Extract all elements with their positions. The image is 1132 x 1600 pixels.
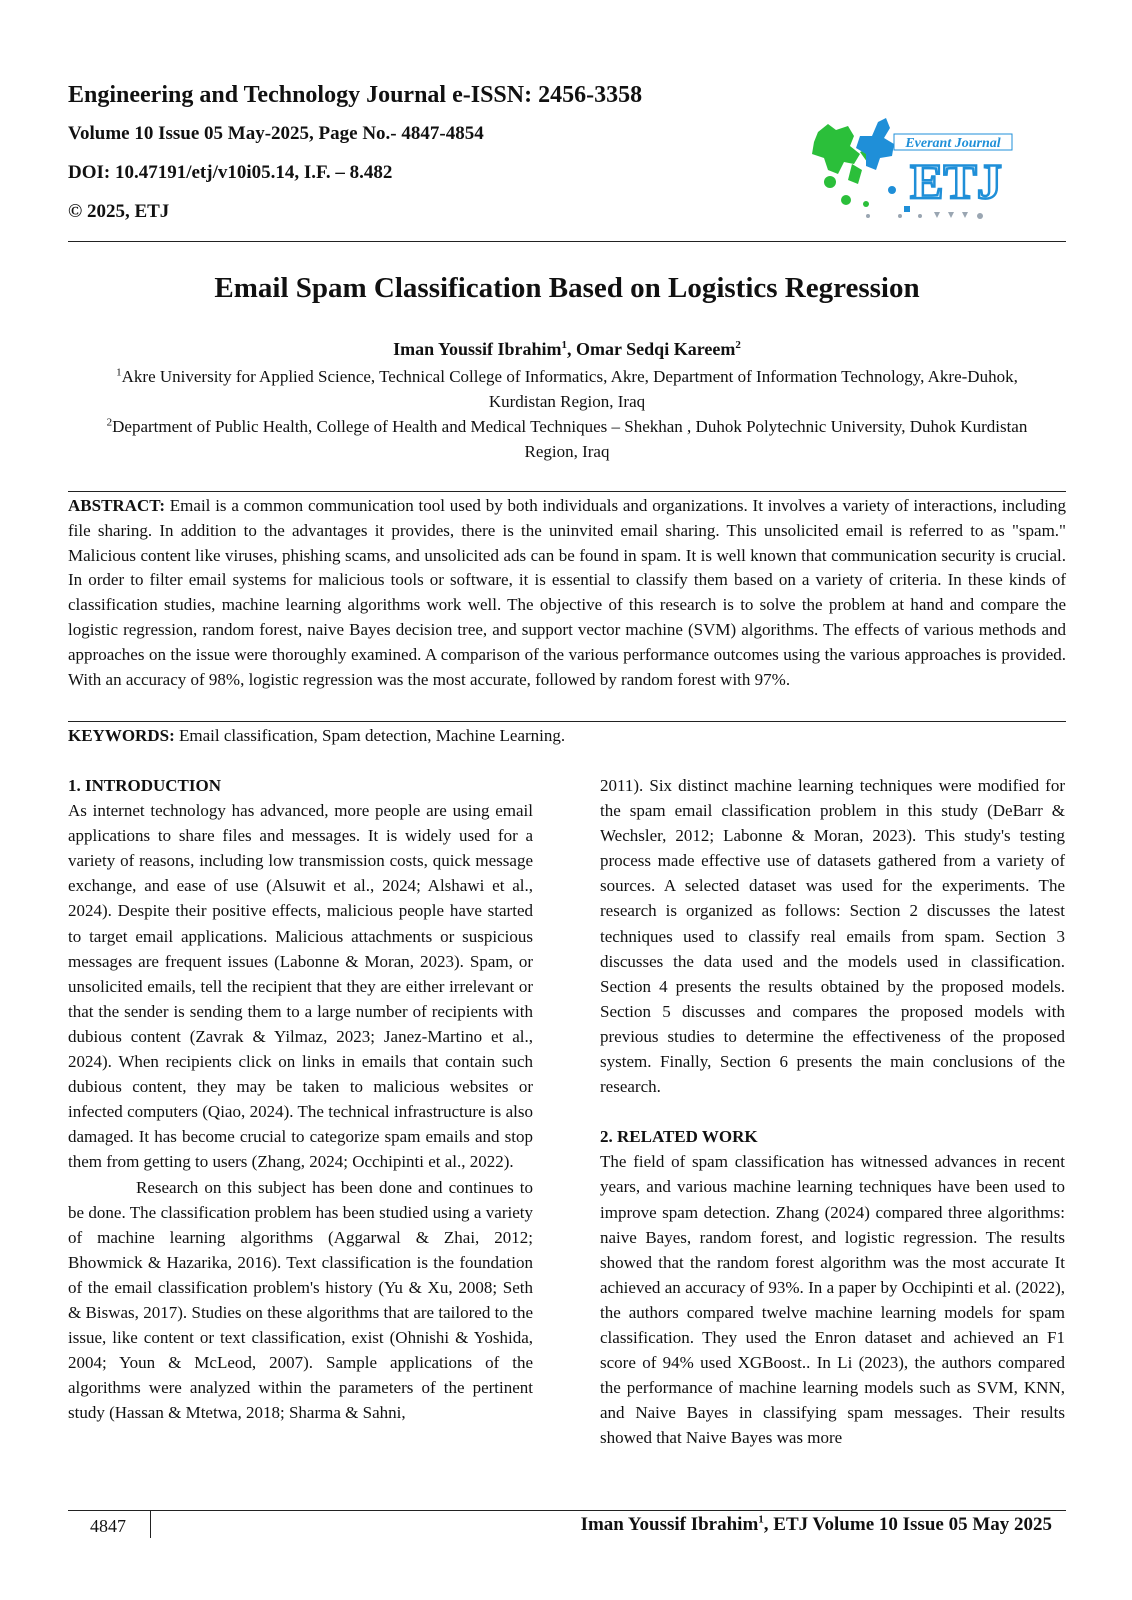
journal-name: Engineering and Technology Journal e-ISSN: 2456-3358: [68, 82, 643, 108]
intro-paragraph-1: As internet technology has advanced, more people are using email applications to share files and messages. It is widely used for a variety of reasons, including low transmission costs, quick message exchange, and ease of use (Alsuwit et al., 2024; Alshawi et al., 2024). Despite their positive effects, malicious people have started to target email applications. Malicious attachments or suspicious messages are frequent issues (Labonne & Moran, 2023). Spam, or unsolicited emails, tell the recipient that they are either irrelevant or that the sender is sending them to a large number of recipients with dubious content (Zavrak & Yilmaz, 2023; Janez-Martino et al., 2024). When recipients click on links in emails that contain such dubious content, they may be taken to malicious websites or infected computers (Qiao, 2024). The technical infrastructure is also damaged. It has become crucial to categorize spam emails and stop them from getting to users (Zhang, 2024; Occhipinti et al., 2022).: [68, 801, 533, 1172]
keywords-label: KEYWORDS:: [68, 726, 175, 745]
section-gap: [600, 1099, 1065, 1124]
affiliation-2-text: Department of Public Health, College of Health and Medical Techniques – Shekhan , Duhok Polytechnic University, Duhok Kurdistan Region, Iraq: [112, 417, 1028, 461]
author-2-sup: 2: [735, 339, 741, 351]
abstract-text: Email is a common communication tool used by both individuals and organizations. It involves a variety of interactions, including file sharing. In addition to the advantages it provides, there is the uninvited email sharing. This unsolicited email is referred to as "spam." Malicious content like viruses, phishing scams, and unsolicited ads can be found in spam. It is well known that communication security is crucial. In order to filter email systems for malicious tools or software, it is essential to classify them based on a variety of criteria. In these kinds of classification studies, machine learning algorithms work well. The objective of this research is to solve the problem at hand and compare the logistic regression, random forest, naive Bayes decision tree, and support vector machine (SVM) algorithms. The effects of various methods and approaches on the issue were thoroughly examined. A comparison of the various performance outcomes using the various approaches is provided. With an accuracy of 98%, logistic regression was the most accurate, followed by random forest with 97%.: [68, 496, 1067, 689]
footer-divider: [150, 1510, 151, 1538]
footer-author: Iman Youssif Ibrahim: [580, 1514, 759, 1535]
right-column: [600, 773, 1065, 1450]
paper-title: Email Spam Classification Based on Logistics Regression: [214, 272, 920, 304]
keywords: [68, 724, 1066, 748]
etj-logo: [808, 112, 1023, 224]
affiliation-2: [88, 414, 1046, 464]
abstract-top-rule: [68, 491, 1066, 492]
author-list: [68, 337, 1066, 361]
abstract-label: ABSTRACT:: [68, 496, 165, 515]
abstract: [68, 494, 1066, 692]
footer-journal-info: , ETJ Volume 10 Issue 05 May 2025: [763, 1514, 1052, 1535]
page-number: 4847: [90, 1516, 126, 1536]
keywords-text: Email classification, Spam detection, Machine Learning.: [178, 726, 566, 745]
footer-author-sup: 1: [758, 1513, 764, 1526]
left-column: [68, 773, 533, 1425]
doi-info: DOI: 10.47191/etj/v10i05.14, I.F. – 8.482: [68, 162, 393, 183]
etj-logo-icon: [808, 112, 1023, 224]
footer-citation: [581, 1513, 1052, 1537]
intro-heading: 1. INTRODUCTION: [68, 776, 222, 795]
author-2: Omar Sedqi Kareem: [576, 339, 736, 359]
affiliation-1: [88, 364, 1046, 414]
header-divider: [68, 241, 1066, 242]
intro-paragraph-2-continued: 2011). Six distinct machine learning techniques were modified for the spam email classification problem in this study (DeBarr & Wechsler, 2012; Labonne & Moran, 2023). This study's testing process made effective use of datasets gathered from a variety of sources. A selected dataset was used for the experiments. The research is organized as follows: Section 2 discusses the latest techniques used to classify real emails from spam. Section 3 discusses the data used and the models used in classification. Section 4 presents the results obtained by the proposed models. Section 5 discusses and compares the proposed models with previous studies to determine the effectiveness of the proposed system. Finally, Section 6 presents the main conclusions of the research.: [600, 776, 1065, 1097]
affiliation-1-text: Akre University for Applied Science, Technical College of Informatics, Akre, Department of Information Technology, Akre-Duhok, Kurdistan Region, Iraq: [121, 367, 1018, 411]
logo-mark: ETJ: [910, 153, 1002, 209]
related-work-heading: 2. RELATED WORK: [600, 1127, 758, 1147]
copyright-info: © 2025, ETJ: [68, 201, 170, 222]
volume-info: Volume 10 Issue 05 May-2025, Page No.- 4847-4854: [68, 123, 484, 144]
affiliation-1-sup: 1: [116, 366, 122, 379]
author-1-sup: 1: [561, 339, 568, 351]
logo-tagline: Everant Journal: [905, 136, 1001, 151]
author-1: Iman Youssif Ibrahim: [393, 339, 562, 359]
abstract-bottom-rule: [68, 721, 1066, 722]
affiliation-2-sup: 2: [106, 416, 113, 429]
intro-paragraph-2: Research on this subject has been done and continues to be done. The classification problem has been studied using a variety of machine learning algorithms (Aggarwal & Zhai, 2012; Bhowmick & Hazarika, 2016). Text classification is the foundation of the email classification problem's history (Yu & Xu, 2008; Seth & Biswas, 2017). Studies on these algorithms that are tailored to the issue, like content or text classification, exist (Ohnishi & Yoshida, 2004; Youn & McLeod, 2007). Sample applications of the algorithms were analyzed within the parameters of the pertinent study (Hassan & Mtetwa, 2018; Sharma & Sahni,: [68, 1177, 533, 1423]
related-work-paragraph-1: The field of spam classification has witnessed advances in recent years, and various machine learning techniques have been used to improve spam detection. Zhang (2024) compared three algorithms: naive Bayes, random forest, and logistic regression. The results showed that the random forest algorithm was the most accurate It achieved an accuracy of 93%. In a paper by Occhipinti et al. (2022), the authors compared twelve machine learning models for spam classification. They used the Enron dataset and achieved an F1 score of 94% used XGBoost.. In Li (2023), the authors compared the performance of machine learning models such as SVM, KNN, and Naive Bayes in classifying spam messages. Their results showed that Naive Bayes was more: [600, 1152, 1065, 1448]
author-separator: ,: [567, 339, 577, 359]
footer-rule: [68, 1510, 1066, 1511]
